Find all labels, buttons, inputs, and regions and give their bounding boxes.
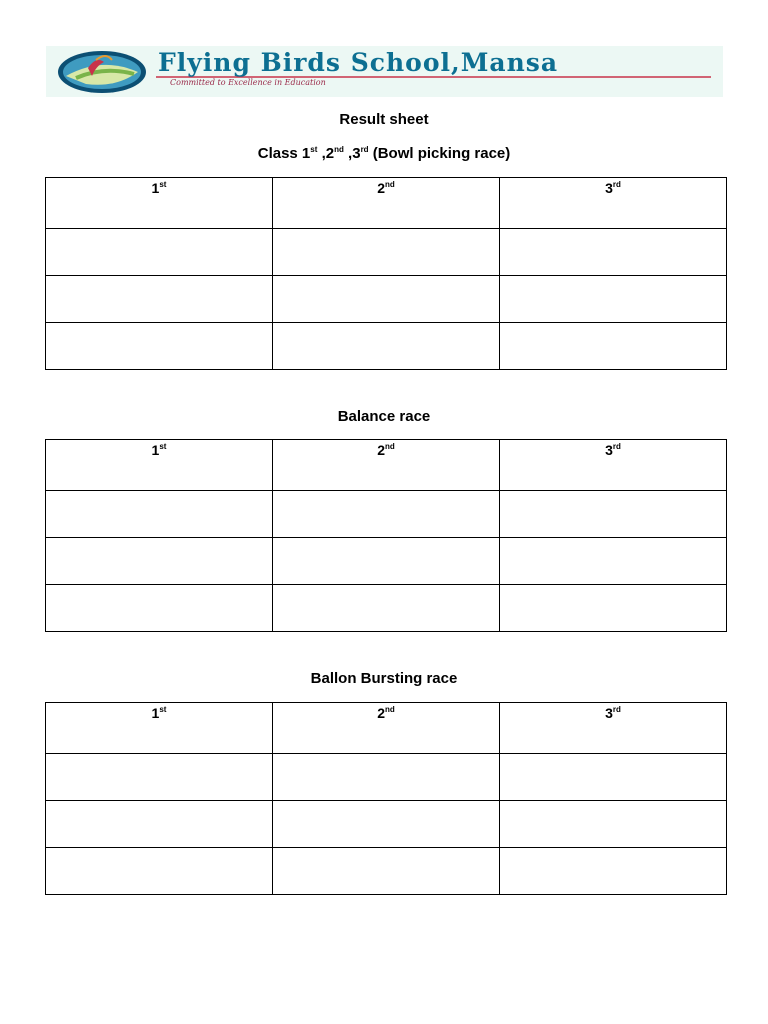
section-title-balance-race: Balance race xyxy=(337,408,431,425)
column-header-1st: 1st xyxy=(46,440,273,491)
table-cell[interactable] xyxy=(500,848,727,895)
section-title-bowl-picking xyxy=(0,145,768,162)
table-cell[interactable] xyxy=(273,754,500,801)
column-header-3rd: 3rd xyxy=(500,703,727,754)
table-cell[interactable] xyxy=(500,323,727,370)
table-row xyxy=(46,585,727,632)
table-cell[interactable] xyxy=(273,585,500,632)
table-cell[interactable] xyxy=(46,848,273,895)
title-sep-1: ,2 xyxy=(317,145,335,162)
table-row xyxy=(46,323,727,370)
column-header-3rd: 3rd xyxy=(500,440,727,491)
table-cell[interactable] xyxy=(500,276,727,323)
table-row xyxy=(46,848,727,895)
table-cell[interactable] xyxy=(46,491,273,538)
table-cell[interactable] xyxy=(500,585,727,632)
table-cell[interactable] xyxy=(500,754,727,801)
table-cell[interactable] xyxy=(46,229,273,276)
title-suffix: (Bowl picking race) xyxy=(368,145,511,162)
school-name: Flying Birds School,Mansa xyxy=(158,48,559,77)
table-cell[interactable] xyxy=(273,491,500,538)
table-cell[interactable] xyxy=(46,538,273,585)
table-cell[interactable] xyxy=(273,848,500,895)
table-row xyxy=(46,491,727,538)
table-cell[interactable] xyxy=(273,323,500,370)
table-row xyxy=(46,801,727,848)
column-header-2nd: 2nd xyxy=(273,703,500,754)
table-cell[interactable] xyxy=(273,276,500,323)
table-row xyxy=(46,538,727,585)
table-row xyxy=(46,229,727,276)
title-sup-3: rd xyxy=(360,145,369,154)
table-header-row xyxy=(46,703,727,754)
table-cell[interactable] xyxy=(46,323,273,370)
table-cell[interactable] xyxy=(500,491,727,538)
page-title: Result sheet xyxy=(339,111,429,128)
column-header-3rd: 3rd xyxy=(500,178,727,229)
title-sup-1: st xyxy=(310,145,318,154)
table-cell[interactable] xyxy=(46,754,273,801)
title-prefix: Class 1 xyxy=(257,145,311,162)
results-table-bowl-picking xyxy=(45,177,727,370)
column-header-2nd: 2nd xyxy=(273,178,500,229)
table-cell[interactable] xyxy=(273,538,500,585)
table-header-row xyxy=(46,178,727,229)
table-row xyxy=(46,276,727,323)
table-header-row xyxy=(46,440,727,491)
table-cell[interactable] xyxy=(500,801,727,848)
table-row xyxy=(46,754,727,801)
column-header-1st: 1st xyxy=(46,178,273,229)
school-tagline: Committed to Excellence in Education xyxy=(170,78,326,87)
table-cell[interactable] xyxy=(46,585,273,632)
table-cell[interactable] xyxy=(46,276,273,323)
section-title-balloon-bursting: Ballon Bursting race xyxy=(310,670,458,687)
results-table-balloon-bursting xyxy=(45,702,727,895)
table-cell[interactable] xyxy=(500,229,727,276)
title-sep-2: ,3 xyxy=(343,145,361,162)
column-header-2nd: 2nd xyxy=(273,440,500,491)
table-cell[interactable] xyxy=(273,229,500,276)
table-cell[interactable] xyxy=(273,801,500,848)
table-cell[interactable] xyxy=(46,801,273,848)
title-sup-2: nd xyxy=(334,145,344,154)
results-table-balance-race xyxy=(45,439,727,632)
column-header-1st: 1st xyxy=(46,703,273,754)
school-banner xyxy=(46,46,723,97)
table-cell[interactable] xyxy=(500,538,727,585)
